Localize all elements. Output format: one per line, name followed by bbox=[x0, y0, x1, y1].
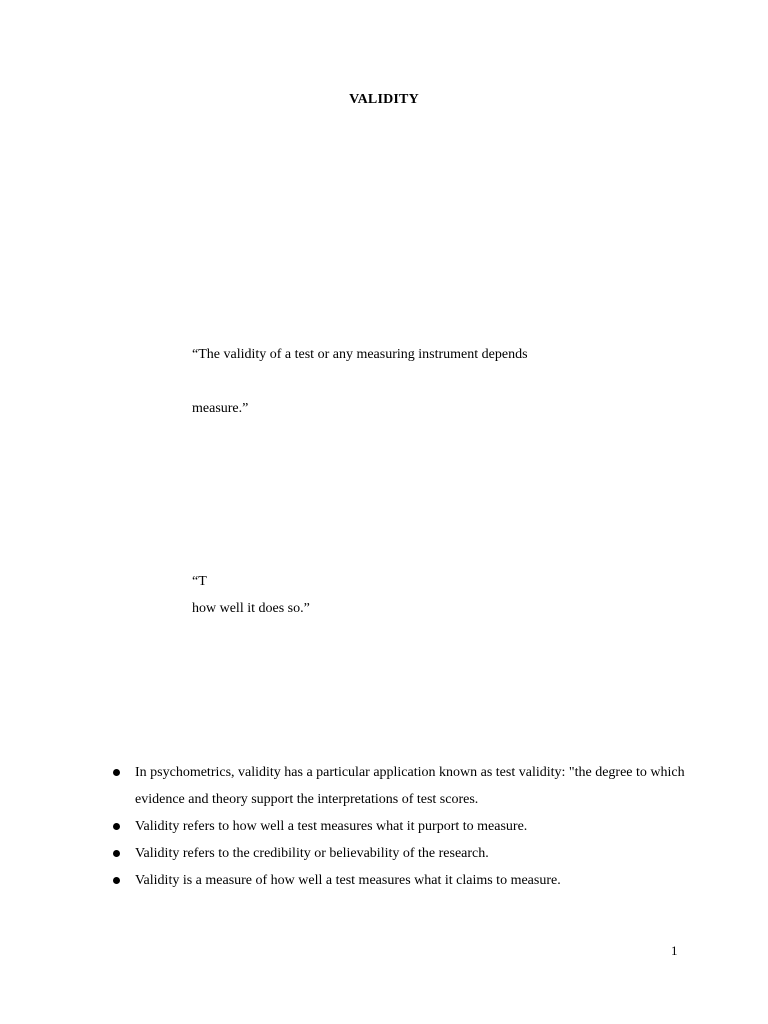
bullet-icon bbox=[113, 823, 120, 830]
list-item bbox=[0, 813, 768, 840]
list-item bbox=[0, 867, 768, 894]
page-number: 1 bbox=[671, 943, 678, 958]
bullet-list bbox=[0, 759, 768, 894]
bullet-icon bbox=[113, 877, 120, 884]
quote-1-line-1: “The validity of a test or any measuring instrument depends bbox=[192, 347, 528, 362]
page-title: VALIDITY bbox=[349, 92, 419, 107]
quote-1-line-2: measure.” bbox=[192, 401, 249, 416]
bullet-icon bbox=[113, 850, 120, 857]
list-item-text: Validity refers to how well a test measures what it purport to measure. bbox=[135, 819, 528, 834]
quote-2-line-2: how well it does so.” bbox=[192, 601, 310, 616]
quote-2-line-1: “T bbox=[192, 574, 207, 589]
list-item bbox=[0, 840, 768, 867]
list-item-text: Validity is a measure of how well a test measures what it claims to measure. bbox=[135, 873, 561, 888]
list-item bbox=[0, 759, 768, 813]
list-item-text: In psychometrics, validity has a particular application known as test validity: "the degree to which evidence and theory support the interpretations of test scores. bbox=[135, 765, 685, 807]
bullet-icon bbox=[113, 769, 120, 776]
list-item-text: Validity refers to the credibility or believability of the research. bbox=[135, 846, 489, 861]
